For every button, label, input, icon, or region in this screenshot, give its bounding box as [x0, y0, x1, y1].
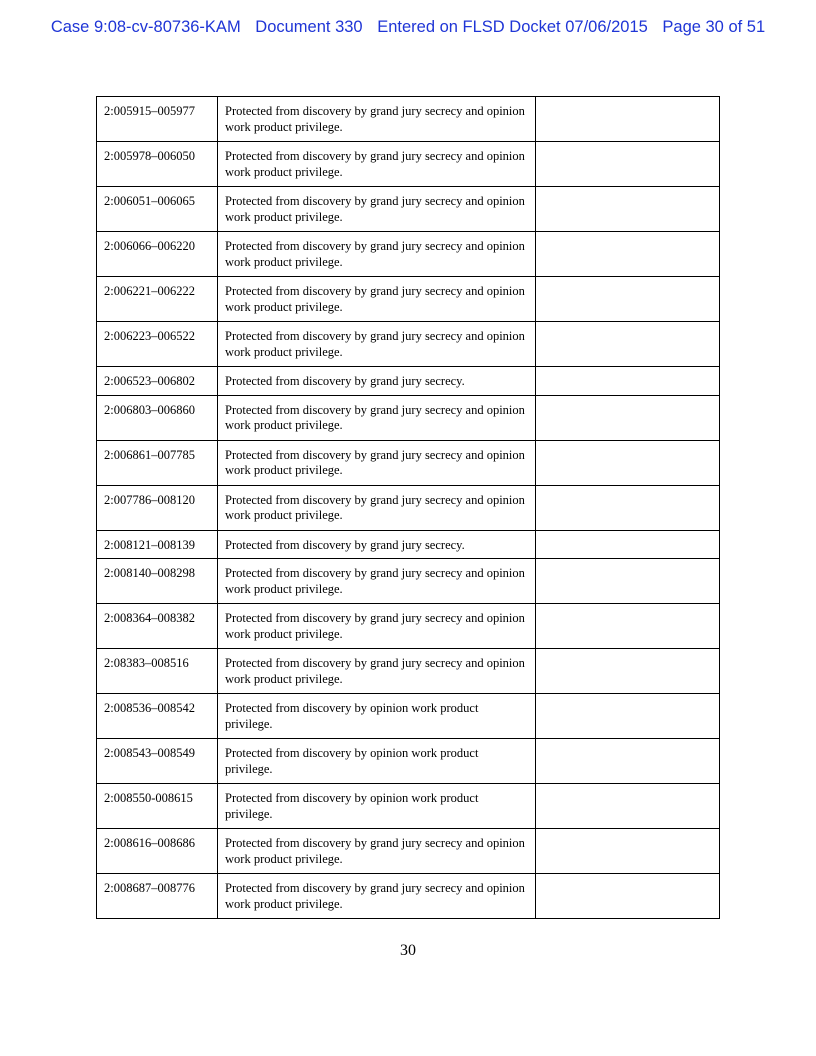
bates-range-cell: 2:005978–006050	[97, 142, 218, 187]
bates-range-cell: 2:005915–005977	[97, 97, 218, 142]
table-row	[97, 367, 720, 396]
privilege-basis-cell: Protected from discovery by grand jury secrecy and opinion work product privilege.	[218, 559, 536, 604]
bates-range-cell: 2:006066–006220	[97, 232, 218, 277]
privilege-basis-cell: Protected from discovery by grand jury secrecy.	[218, 530, 536, 559]
bates-range-cell: 2:008536–008542	[97, 694, 218, 739]
case-number: Case 9:08-cv-80736-KAM	[50, 18, 241, 36]
privilege-basis-cell: Protected from discovery by grand jury secrecy and opinion work product privilege.	[218, 322, 536, 367]
bates-range-cell: 2:08383–008516	[97, 649, 218, 694]
notes-cell	[536, 187, 720, 232]
privilege-basis-cell: Protected from discovery by grand jury secrecy and opinion work product privilege.	[218, 604, 536, 649]
table-row	[97, 142, 720, 187]
privilege-basis-cell: Protected from discovery by grand jury secrecy and opinion work product privilege.	[218, 97, 536, 142]
table-row	[97, 694, 720, 739]
notes-cell	[536, 739, 720, 784]
table-row	[97, 440, 720, 485]
notes-cell	[536, 485, 720, 530]
table-row	[97, 739, 720, 784]
privilege-basis-cell: Protected from discovery by opinion work product privilege.	[218, 739, 536, 784]
bates-range-cell: 2:008121–008139	[97, 530, 218, 559]
bates-range-cell: 2:006861–007785	[97, 440, 218, 485]
privilege-basis-cell: Protected from discovery by grand jury secrecy and opinion work product privilege.	[218, 485, 536, 530]
bates-range-cell: 2:006221–006222	[97, 277, 218, 322]
notes-cell	[536, 530, 720, 559]
notes-cell	[536, 440, 720, 485]
docket-stamp	[0, 18, 816, 37]
bates-range-cell: 2:006803–006860	[97, 395, 218, 440]
bates-range-cell: 2:008364–008382	[97, 604, 218, 649]
notes-cell	[536, 232, 720, 277]
notes-cell	[536, 829, 720, 874]
table-row	[97, 784, 720, 829]
bates-range-cell: 2:008543–008549	[97, 739, 218, 784]
table-row	[97, 97, 720, 142]
docket-entry: Entered on FLSD Docket 07/06/2015	[377, 18, 648, 36]
table-row	[97, 649, 720, 694]
table-row	[97, 530, 720, 559]
privilege-basis-cell: Protected from discovery by grand jury secrecy.	[218, 367, 536, 396]
bates-range-cell: 2:006051–006065	[97, 187, 218, 232]
table-row	[97, 395, 720, 440]
page-number: 30	[400, 942, 416, 959]
table-row	[97, 277, 720, 322]
bates-range-cell: 2:006523–006802	[97, 367, 218, 396]
table-row	[97, 604, 720, 649]
notes-cell	[536, 784, 720, 829]
notes-cell	[536, 322, 720, 367]
document-number: Document 330	[255, 18, 363, 36]
privilege-log-table	[96, 96, 720, 919]
table-row	[97, 874, 720, 919]
table-row	[97, 187, 720, 232]
privilege-basis-cell: Protected from discovery by grand jury secrecy and opinion work product privilege.	[218, 187, 536, 232]
table-row	[97, 559, 720, 604]
privilege-basis-cell: Protected from discovery by grand jury secrecy and opinion work product privilege.	[218, 440, 536, 485]
table-row	[97, 322, 720, 367]
privilege-basis-cell: Protected from discovery by grand jury secrecy and opinion work product privilege.	[218, 395, 536, 440]
privilege-basis-cell: Protected from discovery by opinion work product privilege.	[218, 694, 536, 739]
bates-range-cell: 2:008550-008615	[97, 784, 218, 829]
notes-cell	[536, 694, 720, 739]
privilege-basis-cell: Protected from discovery by grand jury secrecy and opinion work product privilege.	[218, 232, 536, 277]
notes-cell	[536, 395, 720, 440]
notes-cell	[536, 874, 720, 919]
bates-range-cell: 2:008687–008776	[97, 874, 218, 919]
privilege-basis-cell: Protected from discovery by grand jury secrecy and opinion work product privilege.	[218, 874, 536, 919]
privilege-basis-cell: Protected from discovery by opinion work product privilege.	[218, 784, 536, 829]
privilege-basis-cell: Protected from discovery by grand jury secrecy and opinion work product privilege.	[218, 829, 536, 874]
bates-range-cell: 2:008140–008298	[97, 559, 218, 604]
notes-cell	[536, 649, 720, 694]
privilege-basis-cell: Protected from discovery by grand jury secrecy and opinion work product privilege.	[218, 649, 536, 694]
bates-range-cell: 2:006223–006522	[97, 322, 218, 367]
notes-cell	[536, 604, 720, 649]
notes-cell	[536, 277, 720, 322]
page-of-total: Page 30 of 51	[662, 18, 766, 36]
bates-range-cell: 2:007786–008120	[97, 485, 218, 530]
privilege-basis-cell: Protected from discovery by grand jury secrecy and opinion work product privilege.	[218, 142, 536, 187]
table-row	[97, 485, 720, 530]
notes-cell	[536, 559, 720, 604]
table-row	[97, 829, 720, 874]
notes-cell	[536, 367, 720, 396]
notes-cell	[536, 97, 720, 142]
notes-cell	[536, 142, 720, 187]
bates-range-cell: 2:008616–008686	[97, 829, 218, 874]
table-row	[97, 232, 720, 277]
privilege-basis-cell: Protected from discovery by grand jury secrecy and opinion work product privilege.	[218, 277, 536, 322]
